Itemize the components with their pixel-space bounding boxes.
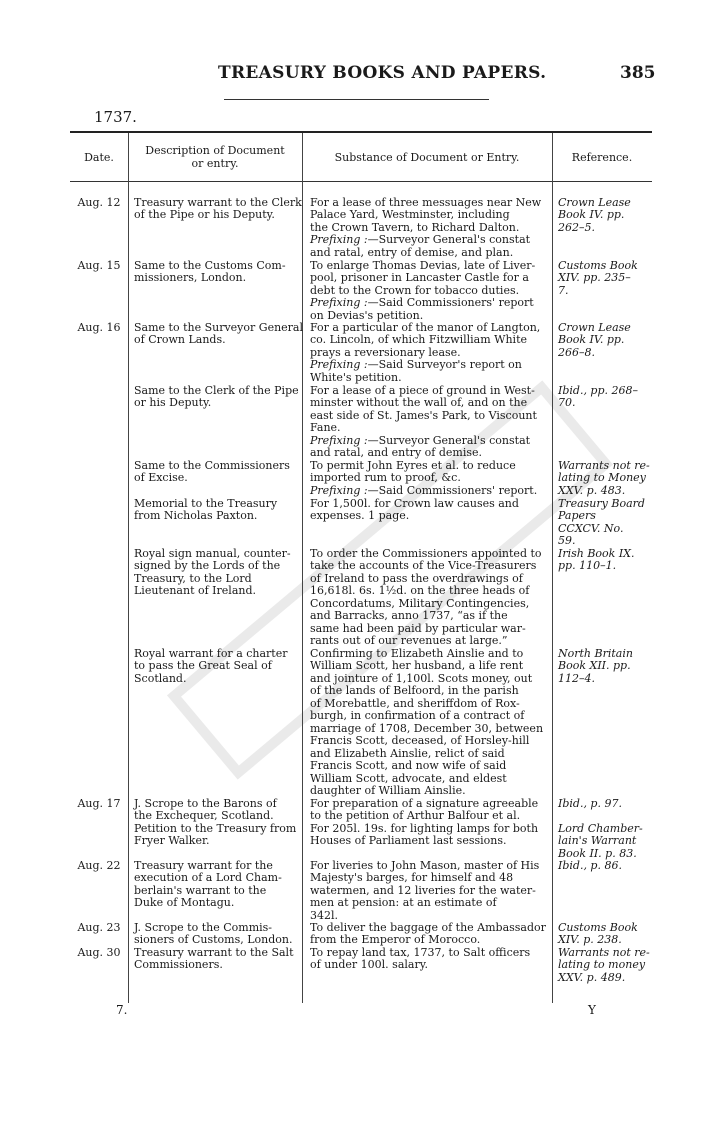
entry-substance-line: For a lease of a piece of ground in West- xyxy=(310,384,535,397)
entry-date: Aug. 16 xyxy=(77,321,121,334)
entry-reference-line: XXV. p. 483. xyxy=(558,483,626,497)
column-header-reference: Reference. xyxy=(571,150,633,164)
entry-substance-line: To enlarge Thomas Devias, late of Liver- xyxy=(310,259,536,272)
entry-description-line: Treasury warrant for the xyxy=(134,859,273,872)
table-header-row xyxy=(70,133,652,181)
entry-description-line: Same to the Surveyor General xyxy=(134,321,304,334)
entry-description-line: the Exchequer, Scotland. xyxy=(134,809,274,823)
entry-substance-line: from the Emperor of Morocco. xyxy=(310,933,481,947)
column-header-substance: Substance of Document or Entry. xyxy=(334,150,520,164)
prefixing-label: Prefixing : xyxy=(310,358,368,372)
entry-description-line: Royal warrant for a charter xyxy=(134,647,288,660)
entry-reference-line: XIV. pp. 235– xyxy=(558,271,631,285)
entry-substance-line: and ratal, and entry of demise. xyxy=(310,446,482,460)
entry-description-line: J. Scrope to the Commis- xyxy=(134,921,273,934)
entry-date: Aug. 15 xyxy=(77,259,121,272)
entry-substance-line: imported rum to proof, &c. xyxy=(310,471,461,485)
entry-substance-line: and Barracks, anno 1737, “as if the xyxy=(310,609,508,623)
entry-substance-line: White's petition. xyxy=(310,370,402,384)
entry-substance-line: To permit John Eyres et al. to reduce xyxy=(310,459,516,472)
entry-reference-line: Ibid., pp. 268– xyxy=(558,384,639,397)
entry-description-line: Commissioners. xyxy=(134,958,223,972)
entry-substance-line: To deliver the baggage of the Ambassador xyxy=(310,921,546,934)
signature-mark: 7. xyxy=(116,1003,128,1017)
entry-reference-line: CCXCV. No. xyxy=(558,521,624,535)
entry-reference-line: Crown Lease xyxy=(558,321,631,334)
entry-reference-line: XIV. p. 238. xyxy=(558,933,622,947)
entry-reference-line: Book II. p. 83. xyxy=(558,846,637,860)
entry-substance-line: pool, prisoner in Lancaster Castle for a xyxy=(310,271,529,285)
entry-substance-line: For 1,500l. for Crown law causes and xyxy=(310,497,519,510)
head-rule xyxy=(224,99,489,100)
entry-substance-line: William Scott, advocate, and eldest xyxy=(310,771,507,785)
entry-date: Aug. 22 xyxy=(77,859,121,872)
entry-substance-line: Prefixing :—Said Surveyor's report on xyxy=(310,358,522,372)
entry-reference-line: Book IV. pp. xyxy=(558,333,625,347)
entry-substance-line: co. Lincoln, of which Fitzwilliam White xyxy=(310,333,527,347)
entry-substance-line: Palace Yard, Westminster, including xyxy=(310,208,510,222)
entry-substance-line: take the accounts of the Vice-Treasurers xyxy=(310,559,537,573)
entry-substance-line: expenses. 1 page. xyxy=(310,509,410,523)
column-divider xyxy=(552,133,553,1003)
entry-date: Aug. 17 xyxy=(77,797,121,810)
entry-substance-line: of under 100l. salary. xyxy=(310,958,428,972)
entry-substance-line: William Scott, her husband, a life rent xyxy=(310,659,524,673)
year-label: 1737. xyxy=(94,108,137,126)
entry-reference-line: Crown Lease xyxy=(558,196,631,209)
entry-substance-line: For liveries to John Mason, master of His xyxy=(310,859,540,872)
entry-substance-line: For a lease of three messuages near New xyxy=(310,196,542,209)
entry-reference-line: Book XII. pp. xyxy=(558,659,631,673)
entry-substance-line: For preparation of a signature agreeable xyxy=(310,797,539,810)
entry-substance-line: men at pension: at an estimate of xyxy=(310,896,497,910)
entry-reference-line: Warrants not re- xyxy=(558,459,650,472)
entry-substance-line: watermen, and 12 liveries for the water- xyxy=(310,883,536,897)
entry-substance-line: Prefixing :—Surveyor General's constat xyxy=(310,433,531,447)
entry-substance-line: Francis Scott, deceased, of Horsley-hill xyxy=(310,734,530,748)
entry-reference-line: Treasury Board xyxy=(558,497,645,510)
entry-substance-line: of the lands of Belfoord, in the parish xyxy=(310,684,519,698)
entry-description-line: Duke of Montagu. xyxy=(134,896,235,910)
entry-substance-line: and ratal, entry of demise, and plan. xyxy=(310,245,514,259)
entry-substance-line: prays a reversionary lease. xyxy=(310,345,461,359)
entry-substance-line: For 205l. 19s. for lighting lamps for both xyxy=(310,822,539,835)
entry-description-line: Same to the Commissioners xyxy=(134,459,290,472)
entry-reference-line: Irish Book IX. xyxy=(558,547,635,560)
entry-date: Aug. 30 xyxy=(77,946,121,959)
entry-substance-line: To repay land tax, 1737, to Salt officers xyxy=(310,946,531,959)
column-divider xyxy=(302,133,303,1003)
entry-description-line: Treasury, to the Lord xyxy=(134,571,252,585)
entry-substance-line: daughter of William Ainslie. xyxy=(310,783,466,797)
entry-date: Aug. 12 xyxy=(77,196,121,209)
running-head xyxy=(0,63,722,87)
entry-description-line: Same to the Customs Com- xyxy=(134,259,286,272)
entry-substance-line: on Devias's petition. xyxy=(310,308,424,322)
column-header-date: Date. xyxy=(84,150,114,164)
entry-substance-line: the Crown Tavern, to Richard Dalton. xyxy=(310,220,520,234)
column-header-description xyxy=(128,133,302,181)
entry-substance-line: Houses of Parliament last sessions. xyxy=(310,834,507,848)
entry-substance-line: east side of St. James's Park, to Viscount xyxy=(310,408,537,422)
entry-substance-line: 16,618l. 6s. 1½d. on the three heads of xyxy=(310,584,530,598)
entry-description-line: J. Scrope to the Barons of xyxy=(134,797,277,810)
entry-date: Aug. 23 xyxy=(77,921,121,934)
running-title: TREASURY BOOKS AND PAPERS. xyxy=(218,63,547,83)
entry-substance-line: same had been paid by particular war- xyxy=(310,621,526,635)
prefixing-label: Prefixing : xyxy=(310,483,368,497)
entry-reference-line: North Britain xyxy=(558,647,633,660)
column-header-description-line: Description of Document xyxy=(145,144,285,157)
entry-substance-line: For a particular of the manor of Langton, xyxy=(310,321,541,334)
entry-substance-line: of Ireland to pass the overdrawings of xyxy=(310,571,523,585)
entry-reference-line: Ibid., p. 86. xyxy=(558,859,622,872)
entry-substance-line: and Elizabeth Ainslie, relict of said xyxy=(310,746,505,760)
entry-substance-line: of Morebattle, and sheriffdom of Rox- xyxy=(310,696,520,710)
entry-reference-line: Warrants not re- xyxy=(558,946,650,959)
entry-substance-line: to the petition of Arthur Balfour et al. xyxy=(310,809,521,823)
entry-substance-line: To order the Commissioners appointed to xyxy=(310,547,542,560)
entry-description-line: Same to the Clerk of the Pipe xyxy=(134,384,299,397)
entry-reference-line: Papers xyxy=(558,509,596,523)
entry-description-line: from Nicholas Paxton. xyxy=(134,509,258,523)
entry-reference-line: 7. xyxy=(558,283,569,297)
entry-description-line: of the Pipe or his Deputy. xyxy=(134,208,275,222)
entry-reference-line: lain's Warrant xyxy=(558,834,637,848)
entry-reference-line: lating to Money xyxy=(558,471,646,485)
column-divider xyxy=(128,133,129,1003)
entry-description-line: of Crown Lands. xyxy=(134,333,226,347)
entry-substance-line: Majesty's barges, for himself and 48 xyxy=(310,871,514,885)
entry-description-line: Treasury warrant to the Clerk xyxy=(134,196,302,209)
entry-description-line: Petition to the Treasury from xyxy=(134,822,297,835)
entry-description-line: missioners, London. xyxy=(134,271,247,285)
entry-description-line: Royal sign manual, counter- xyxy=(134,547,291,560)
entry-description-line: Memorial to the Treasury xyxy=(134,497,278,510)
entry-substance-line: Francis Scott, and now wife of said xyxy=(310,759,507,773)
entry-description-line: Lieutenant of Ireland. xyxy=(134,584,256,598)
entry-substance-line: Concordatums, Military Contingencies, xyxy=(310,596,530,610)
entry-reference-line: pp. 110–1. xyxy=(558,559,617,573)
entry-reference-line: 266–8. xyxy=(558,345,595,359)
entry-reference-line: lating to money xyxy=(558,958,646,972)
entry-reference-line: 59. xyxy=(558,534,576,548)
entry-reference-line: Book IV. pp. xyxy=(558,208,625,222)
entry-reference-line: Customs Book xyxy=(558,921,638,934)
entry-substance-line: Prefixing :—Said Commissioners' report. xyxy=(310,483,538,497)
entry-substance-line: Fane. xyxy=(310,421,341,435)
entry-description-line: to pass the Great Seal of xyxy=(134,659,272,673)
entry-substance-line: marriage of 1708, December 30, between xyxy=(310,721,544,735)
entry-substance-line: rants out of our revenues at large.” xyxy=(310,634,508,648)
entry-substance-line: Prefixing :—Said Commissioners' report xyxy=(310,296,534,310)
entry-description-line: signed by the Lords of the xyxy=(134,559,281,573)
entry-description-line: or his Deputy. xyxy=(134,396,212,410)
entry-reference-line: 112–4. xyxy=(558,671,595,685)
entry-description-line: berlain's warrant to the xyxy=(134,883,267,897)
entry-reference-line: 262–5. xyxy=(558,220,595,234)
entry-substance-line: burgh, in confirmation of a contract of xyxy=(310,709,525,723)
entry-reference-line: Customs Book xyxy=(558,259,638,272)
page-number: 385 xyxy=(620,63,656,83)
entry-substance-line: and jointure of 1,100l. Scots money, out xyxy=(310,671,533,685)
prefixing-label: Prefixing : xyxy=(310,433,368,447)
entry-reference-line: XXV. p. 489. xyxy=(558,970,626,984)
entry-reference-line: Ibid., p. 97. xyxy=(558,797,622,810)
entry-description-line: sioners of Customs, London. xyxy=(134,933,293,947)
entry-description-line: Fryer Walker. xyxy=(134,834,210,848)
entry-substance-line: debt to the Crown for tobacco duties. xyxy=(310,283,520,297)
entry-substance-line: Prefixing :—Surveyor General's constat xyxy=(310,233,531,247)
entry-description-line: execution of a Lord Cham- xyxy=(134,871,282,885)
entry-substance-line: 342l. xyxy=(310,908,339,922)
entry-substance-line: minster without the wall of, and on the xyxy=(310,396,528,410)
header-bottom-rule xyxy=(70,181,652,182)
entry-reference-line: Lord Chamber- xyxy=(558,822,643,835)
entry-description-line: Scotland. xyxy=(134,671,187,685)
entry-reference-line: 70. xyxy=(558,396,576,410)
entry-description-line: Treasury warrant to the Salt xyxy=(134,946,294,959)
prefixing-label: Prefixing : xyxy=(310,233,368,247)
prefixing-label: Prefixing : xyxy=(310,296,368,310)
column-header-description-line: or entry. xyxy=(191,157,239,170)
catchword: Y xyxy=(588,1003,596,1017)
entry-substance-line: Confirming to Elizabeth Ainslie and to xyxy=(310,647,524,660)
entry-description-line: of Excise. xyxy=(134,471,188,485)
